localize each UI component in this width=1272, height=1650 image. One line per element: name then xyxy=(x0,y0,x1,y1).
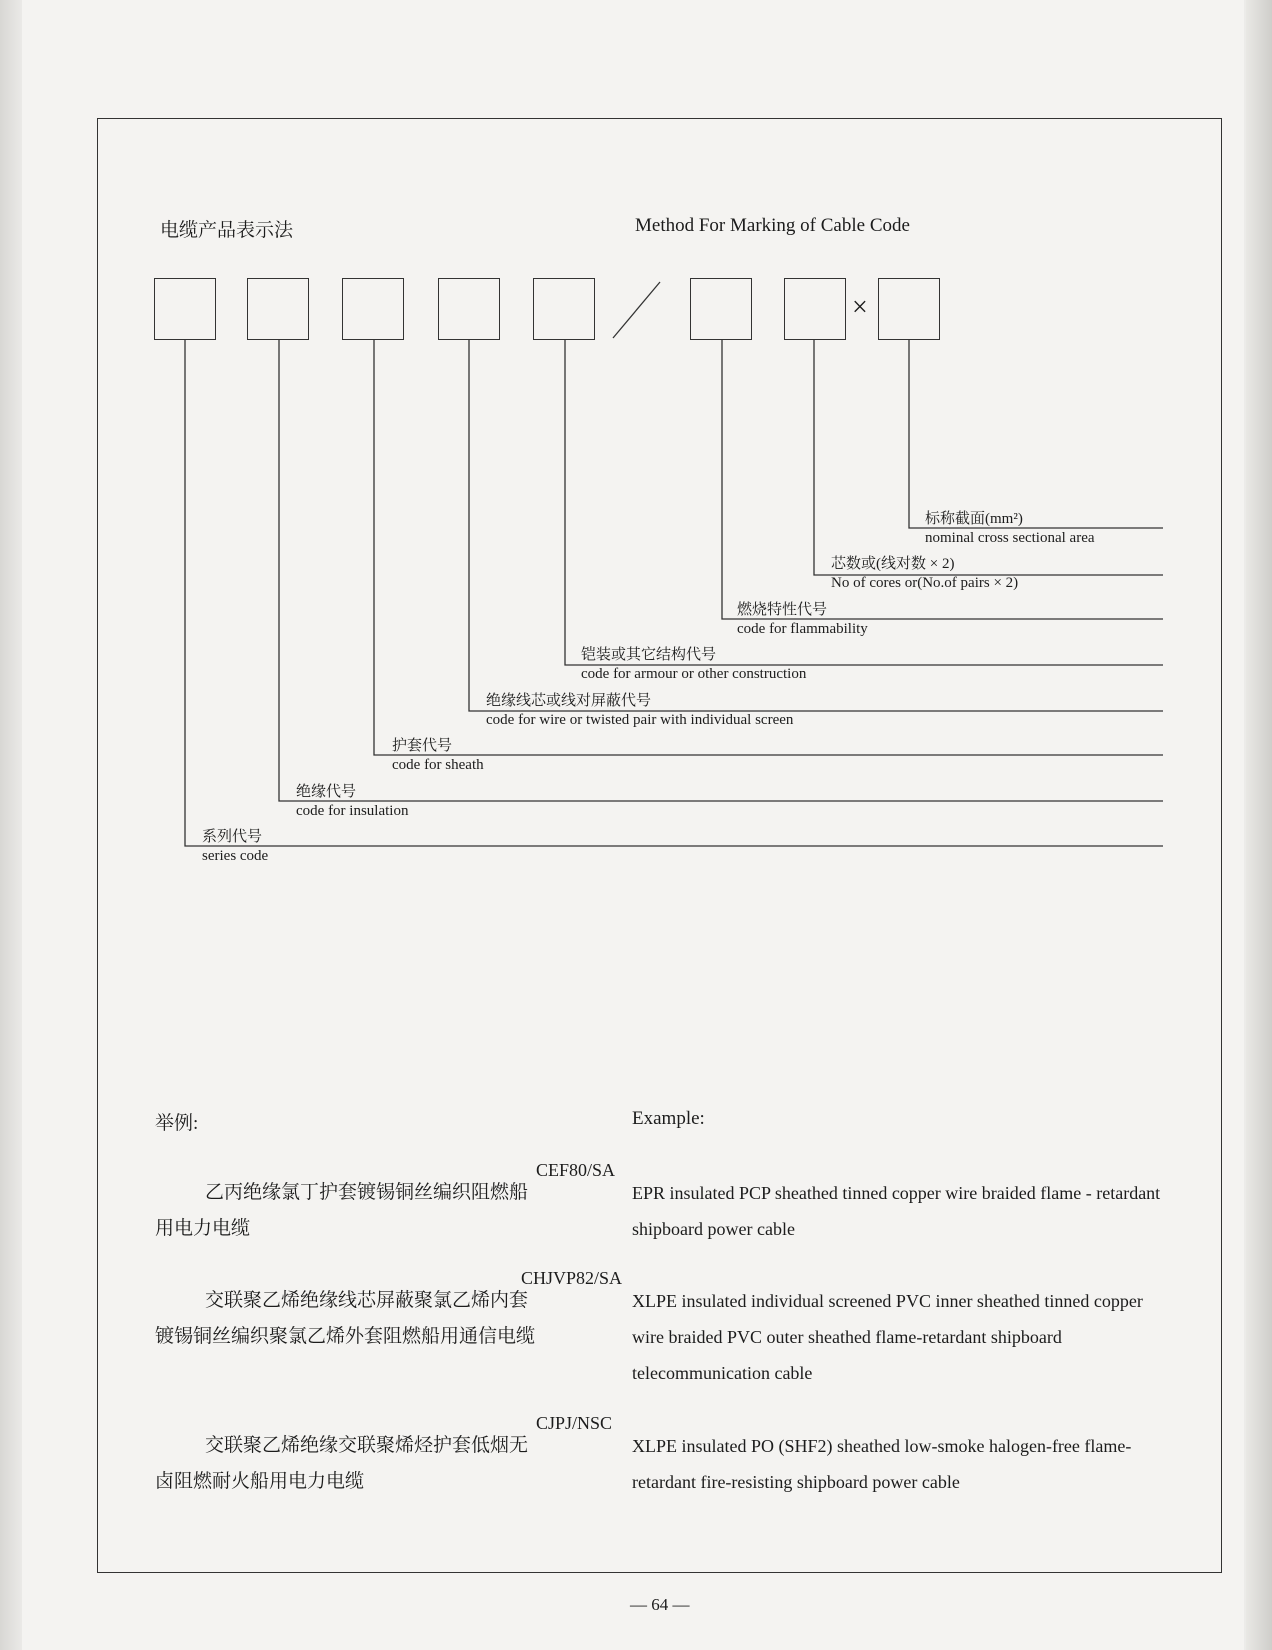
example-2-en: XLPE insulated individual screened PVC inner sheathed tinned copper wire braided PVC outer sheathed flame-retardant shipboard telecommunication cable xyxy=(632,1291,1143,1383)
label-cores-cn: 芯数或(线对数 × 2) xyxy=(831,556,955,572)
label-flammability-cn: 燃烧特性代号 xyxy=(737,602,828,618)
label-area-cn: 标称截面(mm²) xyxy=(925,511,1023,527)
title-english: Method For Marking of Cable Code xyxy=(635,215,910,236)
label-cores-en: No of cores or(No.of pairs × 2) xyxy=(831,575,1019,591)
example-3-en: XLPE insulated PO (SHF2) sheathed low-smoke halogen-free flame-retardant fire-resisting shipboard power cable xyxy=(632,1436,1132,1492)
example-code-1: CEF80/SA xyxy=(536,1160,616,1180)
example-2-cn: 交联聚乙烯绝缘线芯屏蔽聚氯乙烯内套镀锡铜丝编织聚氯乙烯外套阻燃船用通信电缆 xyxy=(155,1290,536,1347)
label-flammability-en: code for flammability xyxy=(737,621,868,637)
example-1-en: EPR insulated PCP sheathed tinned copper wire braided flame - retardant shipboard power cable xyxy=(632,1183,1161,1239)
example-heading-en: Example: xyxy=(632,1108,705,1129)
label-insulation-en: code for insulation xyxy=(296,803,409,819)
example-heading-cn: 举例: xyxy=(155,1113,199,1134)
example-code-3: CJPJ/NSC xyxy=(536,1413,613,1433)
slash-separator xyxy=(613,282,660,338)
example-3-cn: 交联聚乙烯绝缘交联聚烯烃护套低烟无卤阻燃耐火船用电力电缆 xyxy=(155,1435,529,1492)
leader-screen xyxy=(469,340,1163,711)
leader-area xyxy=(909,340,1163,528)
label-sheath-en: code for sheath xyxy=(392,757,484,773)
label-screen-en: code for wire or twisted pair with individual screen xyxy=(486,712,794,728)
label-armour-cn: 铠装或其它结构代号 xyxy=(581,647,717,663)
leader-insulation xyxy=(279,340,1163,801)
label-insulation-cn: 绝缘代号 xyxy=(296,784,357,800)
title-chinese: 电缆产品表示法 xyxy=(160,220,294,241)
label-screen-cn: 绝缘线芯或线对屏蔽代号 xyxy=(486,693,652,709)
label-sheath-cn: 护套代号 xyxy=(392,738,453,754)
example-code-2: CHJVP82/SA xyxy=(521,1268,623,1288)
leader-armour xyxy=(565,340,1163,665)
leader-series xyxy=(185,340,1163,846)
label-armour-en: code for armour or other construction xyxy=(581,666,807,682)
label-area-en: nominal cross sectional area xyxy=(925,530,1095,546)
example-1-cn: 乙丙绝缘氯丁护套镀锡铜丝编织阻燃船用电力电缆 xyxy=(155,1182,529,1239)
multiply-sign: × xyxy=(852,292,868,323)
label-series-cn: 系列代号 xyxy=(202,829,263,845)
label-series-en: series code xyxy=(202,848,269,864)
page-number: — 64 — xyxy=(630,1595,690,1614)
